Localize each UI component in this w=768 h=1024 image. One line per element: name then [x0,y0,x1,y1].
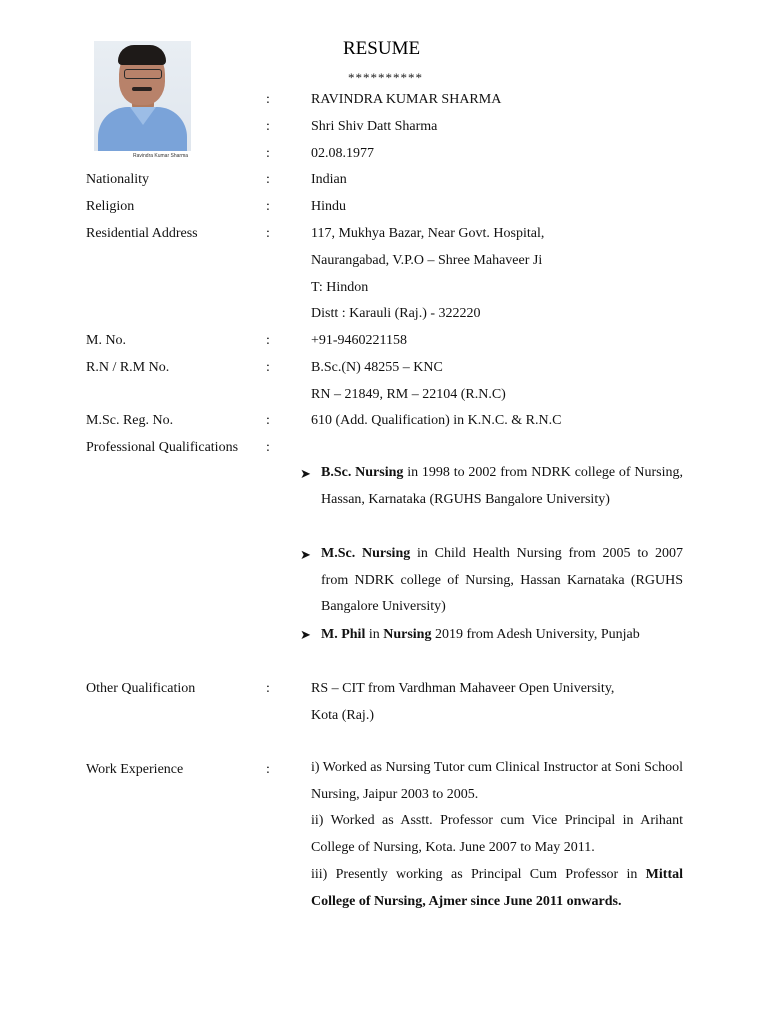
nationality-value: Indian [311,172,347,187]
colon: : [266,413,270,428]
msc-reg-label: M.Sc. Reg. No. [86,413,174,428]
colon: : [266,172,270,187]
other-qualification-line: Kota (Raj.) [311,708,374,723]
qualification-item-msc: M.Sc. Nursing in Child Health Nursing from 2005 to 2007 from NDRK college of Nursing, Hassan Karnataka (RGUHS Bangalore University) [321,546,683,615]
colon: : [266,333,270,348]
photo-caption: Ravindra Kumar Sharma [133,153,189,159]
religion-value: Hindu [311,199,346,214]
professional-qualifications-label: Professional Qualifications [86,440,239,455]
address-label: Residential Address [86,226,198,241]
colon: : [266,199,270,214]
profile-photo [94,41,191,151]
colon: : [266,360,270,375]
qualification-item-mphil: M. Phil in Nursing 2019 from Adesh University, Punjab [321,627,640,642]
father-name-value: Shri Shiv Datt Sharma [311,119,438,134]
colon: : [266,762,270,777]
rn-rm-line: RN – 21849, RM – 22104 (R.N.C) [311,387,506,402]
other-qualification-line: RS – CIT from Vardhman Mahaveer Open University, [311,681,615,696]
arrow-bullet-icon: ➤ [300,627,311,642]
address-line: 117, Mukhya Bazar, Near Govt. Hospital, [311,226,545,241]
address-line: T: Hindon [311,280,369,295]
work-item-2: ii) Worked as Asstt. Professor cum Vice Principal in Arihant College of Nursing, Kota. June 2007 to May 2011. [311,813,683,855]
rn-rm-label: R.N / R.M No. [86,360,170,375]
nationality-label: Nationality [86,172,149,187]
mobile-value: +91-9460221158 [311,333,408,348]
work-item-1: i) Worked as Nursing Tutor cum Clinical Instructor at Soni School Nursing, Jaipur 2003 to 2005. [311,760,683,802]
work-experience-label: Work Experience [86,762,184,777]
dob-value: 02.08.1977 [311,146,374,161]
colon: : [266,119,270,134]
arrow-bullet-icon: ➤ [300,547,311,562]
name-value: RAVINDRA KUMAR SHARMA [311,92,502,107]
arrow-bullet-icon: ➤ [300,466,311,481]
document-title: RESUME [343,38,421,59]
colon: : [266,226,270,241]
work-item-3: iii) Presently working as Principal Cum Professor in Mittal College of Nursing, Ajmer since June 2011 onwards. [311,867,683,909]
colon: : [266,440,270,455]
colon: : [266,92,270,107]
colon: : [266,681,270,696]
colon: : [266,146,270,161]
qualification-item-bsc: B.Sc. Nursing in 1998 to 2002 from NDRK college of Nursing, Hassan, Karnataka (RGUHS Bangalore University) [321,465,684,507]
religion-label: Religion [86,199,135,214]
address-line: Distt : Karauli (Raj.) - 322220 [311,306,481,321]
mobile-label: M. No. [86,333,127,348]
other-qualification-label: Other Qualification [86,681,196,696]
rn-rm-line: B.Sc.(N) 48255 – KNC [311,360,443,375]
title-separator: ********** [348,70,423,85]
msc-reg-value: 610 (Add. Qualification) in K.N.C. & R.N.C [311,413,562,428]
address-line: Naurangabad, V.P.O – Shree Mahaveer Ji [311,253,543,268]
